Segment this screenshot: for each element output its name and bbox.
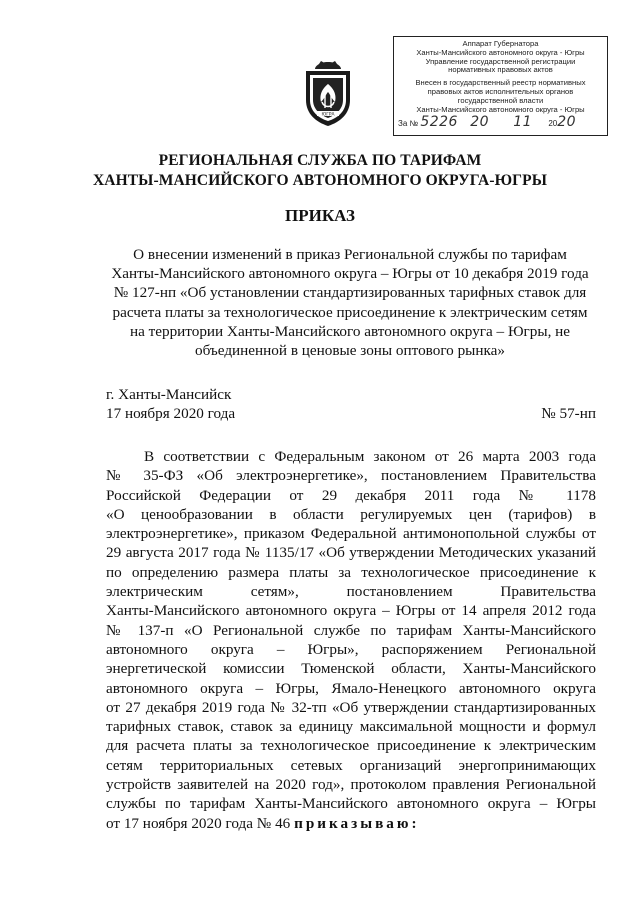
body-line: автономного округа – Югры, Ямало-Ненецкого автономного округа xyxy=(106,679,596,697)
emblem-label: ЮГРА xyxy=(321,112,335,118)
issue-date: 17 ноября 2020 года xyxy=(106,405,236,422)
body-last-text: от 17 ноября 2020 года № 46 xyxy=(106,814,295,832)
stamp-reg-year-suffix: 20 xyxy=(557,114,577,131)
title-line: Ханты-Мансийского автономного округа – Югры от 10 декабря 2019 года xyxy=(111,265,589,283)
stamp-line: нормативных правовых актов xyxy=(448,65,553,75)
body-line: от 27 декабря 2019 года № 32-тп «Об утверждении стандартизированных xyxy=(106,698,596,716)
body-line: № 35-ФЗ «Об электроэнергетике», постановлением Правительства xyxy=(106,467,596,485)
body-line: по определению размера платы за технологическое присоединение к xyxy=(106,563,596,581)
body-line: электрическим сетям», постановлением Правительства xyxy=(106,583,596,601)
body-last-line xyxy=(106,814,596,833)
stamp-line: Ханты-Мансийского автономного округа - Югры xyxy=(416,47,585,57)
body-line: В соответствии с Федеральным законом от 26 марта 2003 года xyxy=(144,448,596,465)
body-line: для расчета платы за технологическое присоединение к электрическим xyxy=(106,737,596,755)
stamp-line: Управление государственной регистрации xyxy=(425,56,576,66)
stamp-reg-year-prefix: 20 xyxy=(548,119,558,129)
document-title xyxy=(100,245,600,360)
body-line: № 137-п «О Региональной службе по тарифам Ханты-Мансийского xyxy=(106,621,596,639)
document-type: ПРИКАЗ xyxy=(285,206,355,225)
body-line: устройств заявителей на 2020 год», протоколом правления Региональной xyxy=(106,776,596,794)
body-line: службы по тарифам Ханты-Мансийского автономного округа – Югры xyxy=(106,795,596,813)
agency-name-line-1: РЕГИОНАЛЬНАЯ СЛУЖБА ПО ТАРИФАМ xyxy=(158,152,482,169)
body-line: Российской Федерации от 29 декабря 2011 года № 1178 xyxy=(106,486,596,504)
stamp-reg-month: 11 xyxy=(513,114,533,131)
registration-stamp xyxy=(393,36,608,136)
order-command: приказываю: xyxy=(294,814,420,832)
body-line: Ханты-Мансийского автономного округа – Югры от 14 апреля 2012 года xyxy=(106,602,596,620)
body-line: «О ценообразовании в области регулируемых цен (тарифов) в xyxy=(106,505,596,523)
title-line: объединенной в ценовые зоны оптового рынка» xyxy=(194,342,505,360)
body-line: сетям территориальных сетевых организаций энергопринимающих xyxy=(106,756,596,774)
preamble-paragraph xyxy=(106,447,596,833)
stamp-line: Аппарат Губернатора xyxy=(462,39,539,48)
coat-of-arms-icon xyxy=(303,58,353,128)
body-line: автономного округа – Югры», распоряжением Региональной xyxy=(106,640,596,658)
title-line: на территории Ханты-Мансийского автономного округа – Югры, не xyxy=(129,322,571,340)
body-line: электроэнергетике», приказом Федеральной антимонопольной службы от xyxy=(106,525,596,543)
stamp-line: Ханты-Мансийского автономного округа - Югры xyxy=(416,104,585,114)
stamp-line: государственной власти xyxy=(457,95,544,105)
body-line: тарифных ставок, ставок за единицу максимальной мощности и формул xyxy=(106,718,596,736)
title-line: О внесении изменений в приказ Региональной службы по тарифам xyxy=(133,246,567,263)
title-line: расчета платы за технологическое присоединение к электрическим сетям xyxy=(112,303,588,321)
agency-name-line-2: ХАНТЫ-МАНСИЙСКОГО АВТОНОМНОГО ОКРУГА-ЮГРЫ xyxy=(92,172,548,189)
stamp-registration-row xyxy=(398,114,603,131)
stamp-line: правовых актов исполнительных органов xyxy=(427,86,574,96)
body-line: энергетической комиссии Тюменской области, Ханты-Мансийского xyxy=(106,660,596,678)
stamp-line: Внесен в государственный реестр нормативных xyxy=(415,78,586,88)
stamp-reg-prefix: За № xyxy=(398,119,419,129)
title-line: № 127-нп «Об установлении стандартизированных тарифных ставок для xyxy=(113,284,587,302)
stamp-reg-number: 5226 xyxy=(420,114,458,131)
place-of-issue: г. Ханты-Мансийск xyxy=(106,386,232,403)
body-line: 29 августа 2017 года № 1135/17 «Об утверждении Методических указаний xyxy=(106,544,596,562)
stamp-reg-day: 20 xyxy=(470,114,490,131)
order-number: № 57-нп xyxy=(541,405,596,422)
